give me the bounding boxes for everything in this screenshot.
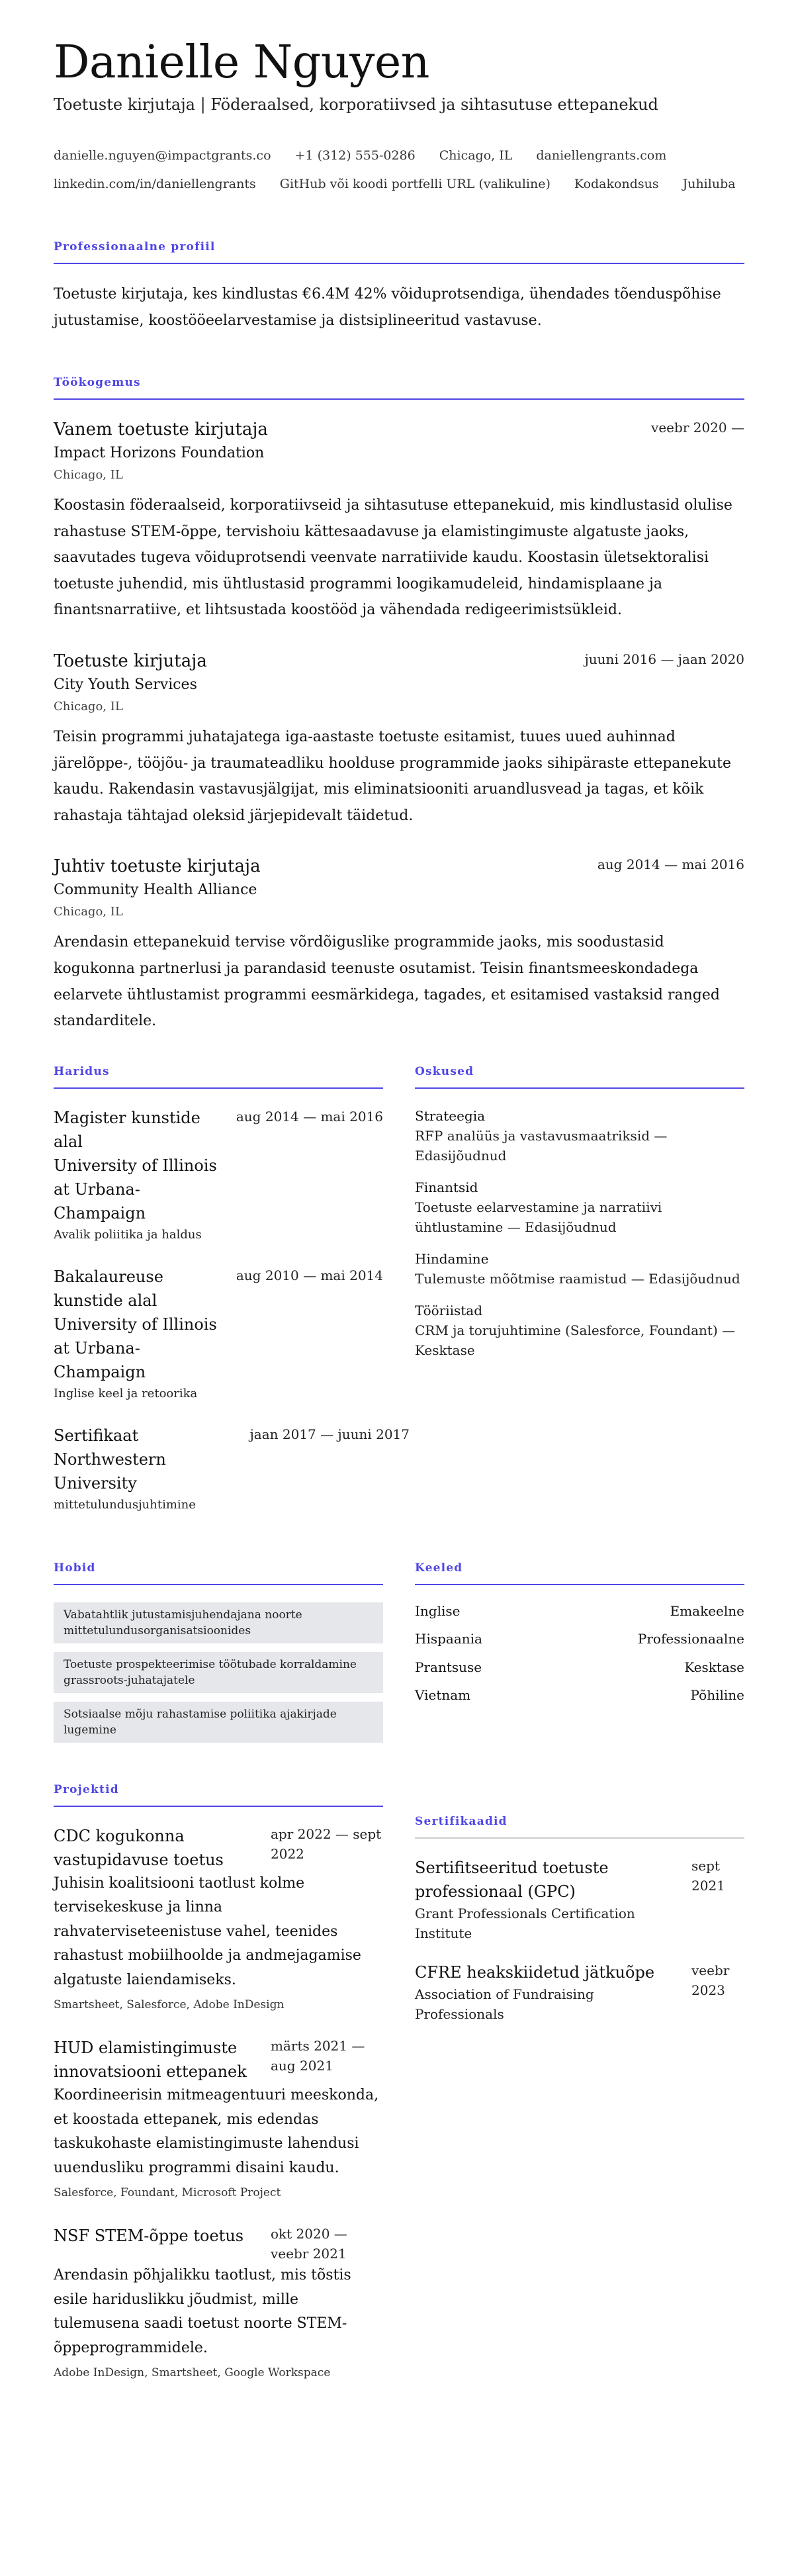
certification-title: CFRE heakskiidetud jätkuõpe — [415, 1962, 655, 1982]
job-location: Chicago, IL — [54, 699, 123, 713]
website-link[interactable]: daniellengrants.com — [536, 148, 667, 163]
language-name: Inglise — [415, 1602, 461, 1619]
education-date: jaan 2017 — juuni 2017 — [249, 1426, 410, 1442]
name: Danielle Nguyen — [54, 36, 429, 89]
project-title: CDC kogukonna vastupidavuse toetus — [54, 1826, 224, 1869]
certification-issuer: Grant Professionals Certification Institute — [415, 1905, 635, 1941]
degree: Bakalaureuse kunstide alal — [54, 1267, 163, 1310]
skill-category: Strateegia — [415, 1107, 486, 1124]
field-of-study: Avalik poliitika ja haldus — [54, 1227, 202, 1242]
job-location: Chicago, IL — [54, 468, 123, 482]
job-entry — [54, 649, 744, 829]
language-row — [415, 1597, 744, 1626]
project-date: apr 2022 — sept 2022 — [271, 1825, 382, 1862]
hobby-item: Vabatahtlik jutustamisjuhendajana noorte mittetulundusorganisatsioonides — [54, 1602, 383, 1643]
job-location: Chicago, IL — [54, 905, 123, 919]
job-entry — [54, 417, 744, 623]
projects-certifications-row — [54, 1783, 744, 2405]
education-entry — [54, 1424, 410, 1515]
section-title: Oskused — [415, 1065, 744, 1089]
education-entry — [54, 1265, 383, 1404]
school: University of Illinois at Urbana-Champaign — [54, 1314, 217, 1381]
email-link[interactable]: danielle.nguyen@impactgrants.co — [54, 148, 271, 163]
job-description: Koostasin föderaalseid, korporatiivseid ja sihtasutuse ettepanekuid, mis kindlustasid olulise rahastuse STEM-õppe, tervishoiu kättesaadavuse ja elamistingimuste algatuste jaoks, saavutades tugeva võiduprotsendi veenvate narratiivide kaudu. Koostasin ületsektoralisi toetuste juhendid, mis ühtlustasid programmi loogikamudeleid, hindamisplaane ja finantsnarratiive, et lihtsustada koostööd ja vähendada redigeerimistsükleid. — [54, 497, 732, 619]
skill-group — [415, 1177, 744, 1237]
hobby-item: Toetuste prospekteerimise töötubade korraldamine grassroots-juhatajatele — [54, 1652, 383, 1693]
certifications-section — [415, 1815, 744, 2405]
job-description: Teisin programmi juhatajatega iga-aastaste toetuste esitamist, tuues uued auhinnad järelõppe-, tööjõu- ja traumateadliku hoolduse programmide jaoks sihipäraste ettepanekute kaudu. Rakendasin vastavusjälgijat, mis eliminatsiooniti aruandlusvead ja tagas, et kõik rahastaja tähtajad oleksid järjepidevalt täidetud. — [54, 728, 731, 824]
skill-detail: CRM ja torujuhtimine (Salesforce, Foundant) — Kesktase — [415, 1322, 736, 1358]
job-date: veebr 2020 — — [651, 420, 744, 436]
certification-issuer: Association of Fundraising Professionals — [415, 1986, 594, 2022]
hobby-item: Sotsiaalse mõju rahastamise poliitika ajakirjade lugemine — [54, 1702, 383, 1743]
projects-section — [54, 1783, 383, 2405]
citizenship: Kodakondsus — [574, 176, 659, 191]
degree: Sertifikaat — [54, 1426, 139, 1445]
project-description: Arendasin põhjalikku taotlust, mis tõstis esile hariduslikku jõudmist, mille tulemusena saadi toetust noorte STEM-õppeprogrammidele. — [54, 2267, 351, 2356]
language-level: Kesktase — [684, 1659, 744, 1675]
project-title: NSF STEM-õppe toetus — [54, 2227, 244, 2246]
location: Chicago, IL — [439, 148, 513, 163]
project-title: HUD elamistingimuste innovatsiooni ettepanek — [54, 2039, 247, 2082]
languages-section — [415, 1561, 744, 1751]
profile-text: Toetuste kirjutaja, kes kindlustas €6.4M 42% võiduprotsendiga, ühendades tõenduspõhise jutustamise, koostööeelarvestamise ja distsiplineeritud vastavuse. — [54, 286, 721, 329]
job-title: Juhtiv toetuste kirjutaja — [54, 856, 261, 877]
language-level: Põhiline — [690, 1687, 744, 1704]
skill-category: Tööriistad — [415, 1302, 483, 1318]
section-title: Sertifikaadid — [415, 1815, 744, 1839]
linkedin-link[interactable]: linkedin.com/in/daniellengrants — [54, 176, 256, 191]
job-date: juuni 2016 — jaan 2020 — [584, 651, 744, 667]
project-tech: Adobe InDesign, Smartsheet, Google Workspace — [54, 2366, 331, 2380]
contact-list — [54, 142, 744, 198]
field-of-study: mittetulundusjuhtimine — [54, 1497, 196, 1512]
skill-detail: RFP analüüs ja vastavusmaatriksid — Edasijõudnud — [415, 1127, 668, 1164]
job-description: Arendasin ettepanekuid tervise võrdõiguslike programmide jaoks, mis soodustasid kogukonna partnerlusi ja parandasid teenuste osutamist. Teisin finantsmeeskondadega eelarvete ühtlustamist programmi eesmärkidega, tagades, et esitamised vastaksid ranged standarditele. — [54, 934, 720, 1030]
education-entry — [54, 1106, 383, 1245]
skill-detail: Toetuste eelarvestamine ja narratiivi ühtlustamine — Edasijõudnud — [415, 1199, 662, 1235]
school: University of Illinois at Urbana-Champaign — [54, 1156, 217, 1222]
headline: Toetuste kirjutaja | Föderaalsed, korporatiivsed ja sihtasutuse ettepanekud — [54, 95, 658, 114]
job-entry — [54, 854, 744, 1034]
experience-section — [54, 376, 744, 1035]
section-title: Haridus — [54, 1065, 383, 1089]
project-entry — [54, 2036, 383, 2204]
job-title: Vanem toetuste kirjutaja — [54, 420, 268, 439]
field-of-study: Inglise keel ja retoorika — [54, 1386, 198, 1401]
education-section — [54, 1064, 410, 1535]
section-title: Projektid — [54, 1783, 383, 1807]
skill-group — [415, 1249, 744, 1289]
language-level: Emakeelne — [670, 1602, 744, 1619]
skill-detail: Tulemuste mõõtmise raamistud — Edasijõudnud — [415, 1270, 740, 1287]
github-link: GitHub või koodi portfelli URL (valikuline) — [279, 176, 551, 191]
school: Northwestern University — [54, 1449, 166, 1493]
project-description: Koordineerisin mitmeagentuuri meeskonda, et koostada ettepanek, mis edendas taskukohaste elamistingimuste lahendusi uuendusliku programmi disaini kaudu. — [54, 2087, 379, 2176]
job-date: aug 2014 — mai 2016 — [597, 856, 744, 873]
education-skills-row — [54, 1065, 744, 1535]
skills-section — [415, 1065, 744, 1535]
certification-entry — [415, 1856, 744, 1943]
certification-date: sept 2021 — [691, 1857, 725, 1894]
skill-category: Hindamine — [415, 1250, 489, 1267]
language-row — [415, 1653, 744, 1682]
hobbies-section — [54, 1561, 383, 1751]
section-title: Töökogemus — [54, 376, 744, 400]
education-date: aug 2014 — mai 2016 — [236, 1108, 383, 1125]
skill-group — [415, 1106, 744, 1166]
section-title: Keeled — [415, 1561, 744, 1585]
phone: +1 (312) 555-0286 — [294, 148, 416, 163]
language-level: Professionaalne — [637, 1631, 744, 1647]
job-title: Toetuste kirjutaja — [54, 651, 207, 671]
project-date: märts 2021 — aug 2021 — [271, 2038, 365, 2074]
project-tech: Salesforce, Foundant, Microsoft Project — [54, 2186, 281, 2200]
project-tech: Smartsheet, Salesforce, Adobe InDesign — [54, 1998, 285, 2012]
certification-entry — [415, 1960, 744, 2024]
drivers-license: Juhiluba — [682, 176, 736, 191]
language-name: Prantsuse — [415, 1659, 482, 1675]
section-title: Professionaalne profiil — [54, 240, 744, 264]
skill-category: Finantsid — [415, 1179, 478, 1195]
project-entry — [54, 2224, 383, 2384]
skill-group — [415, 1301, 744, 1360]
language-row — [415, 1681, 744, 1710]
language-name: Vietnam — [415, 1687, 471, 1704]
project-description: Juhisin koalitsiooni taotlust kolme tervisekeskuse ja linna rahvaterviseteenistuse vahel, teenides rahastust mobiilhoolde ja andmejagamise algatuste laiendamiseks. — [54, 1874, 361, 1988]
language-name: Hispaania — [415, 1631, 482, 1647]
language-row — [415, 1625, 744, 1653]
degree: Magister kunstide alal — [54, 1108, 200, 1151]
project-date: okt 2020 — veebr 2021 — [271, 2226, 347, 2262]
job-org: City Youth Services — [54, 676, 197, 693]
hobbies-languages-row — [54, 1561, 744, 1751]
section-title: Hobid — [54, 1561, 383, 1585]
certification-title: Sertifitseeritud toetuste professionaal (GPC) — [415, 1858, 609, 1901]
profile-section — [54, 240, 744, 334]
job-org: Impact Horizons Foundation — [54, 445, 265, 461]
education-date: aug 2010 — mai 2014 — [236, 1267, 383, 1283]
certification-date: veebr 2023 — [691, 1962, 730, 1998]
job-org: Community Health Alliance — [54, 882, 257, 899]
project-entry — [54, 1824, 383, 2017]
resume-header — [54, 34, 744, 198]
